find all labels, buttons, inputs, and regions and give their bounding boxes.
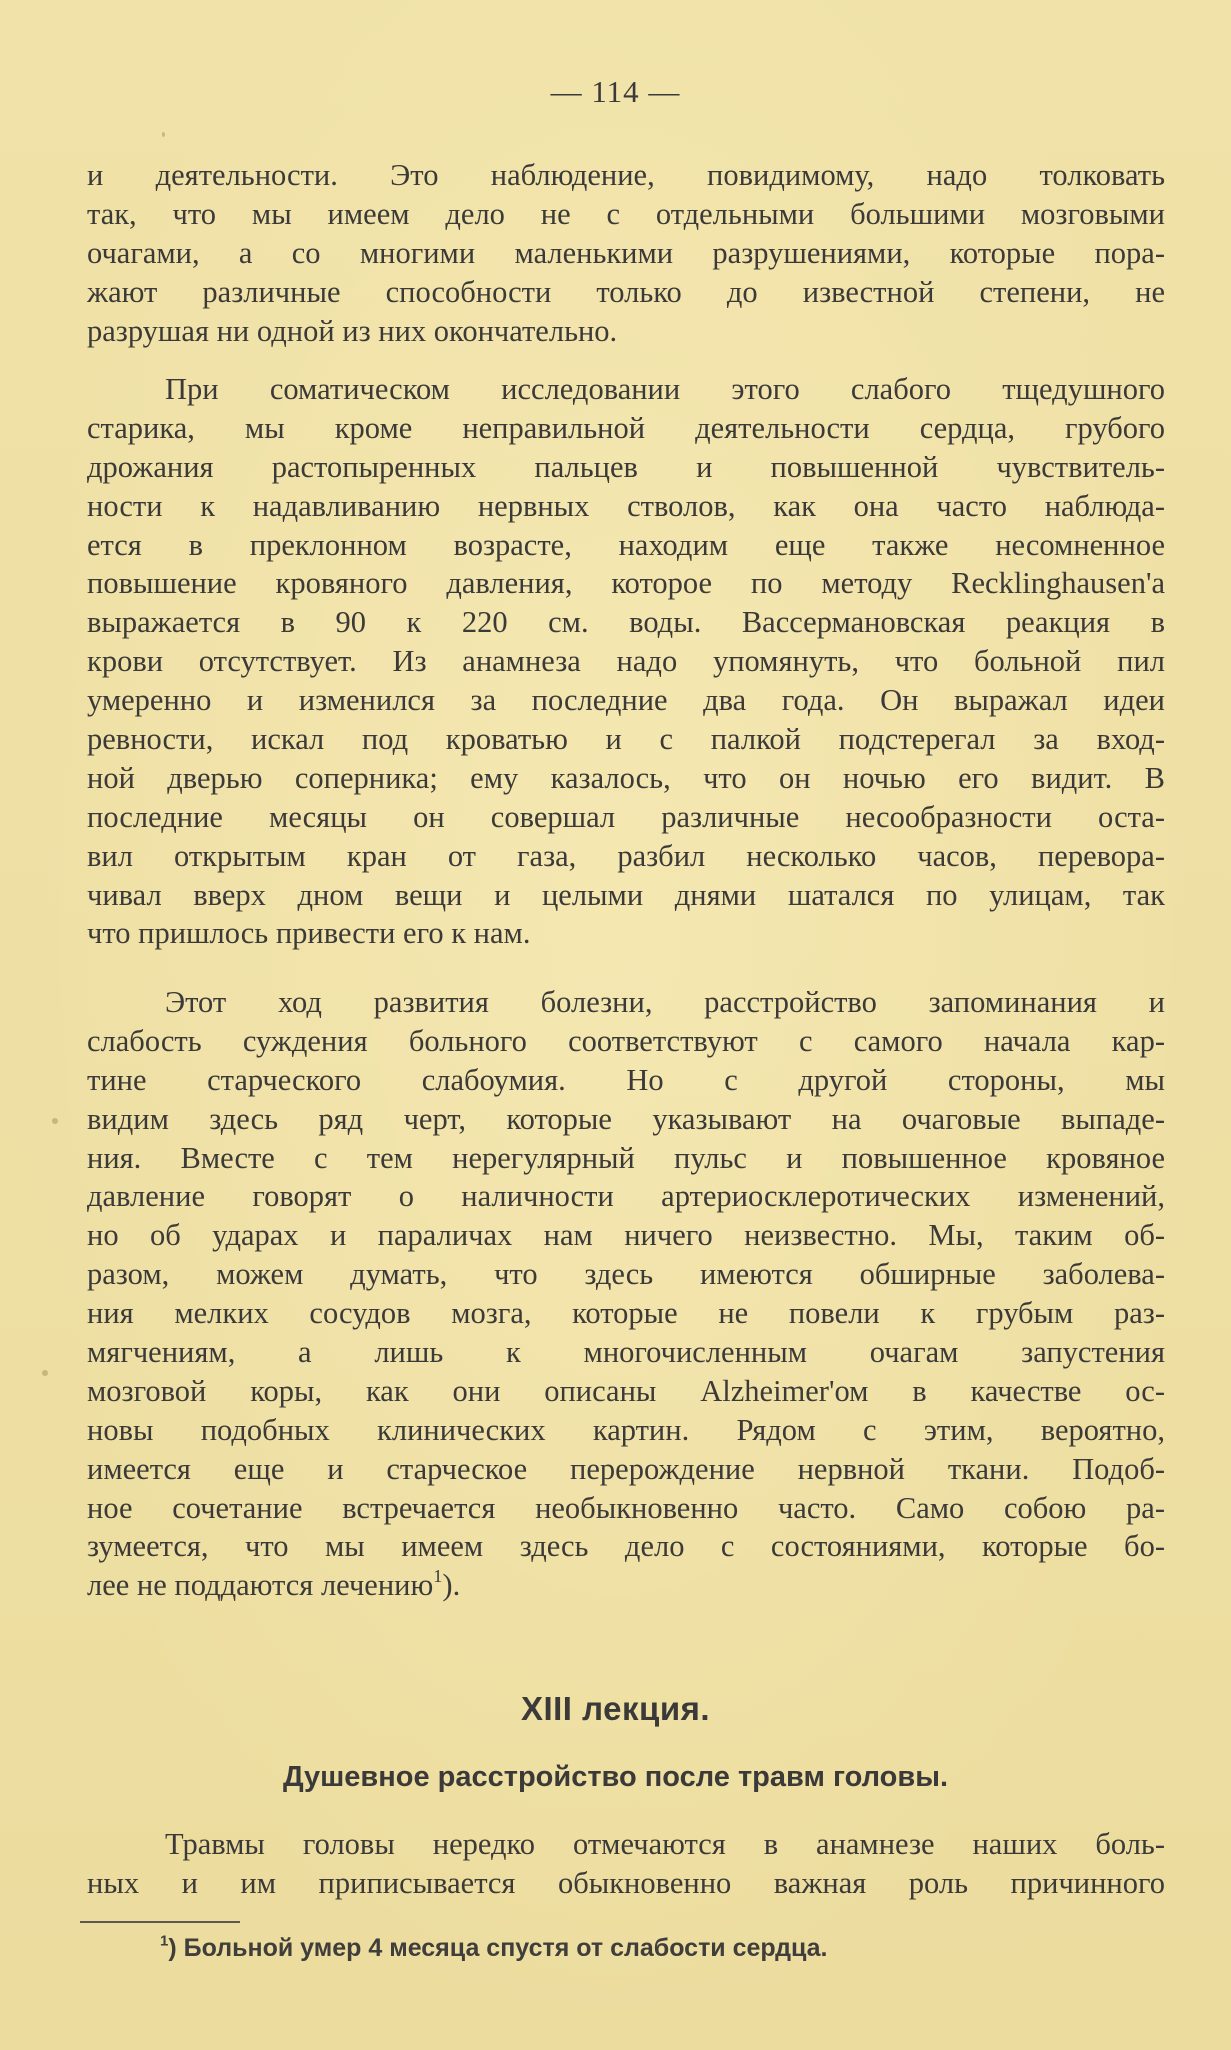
text-line: последние месяцы он совершал различные несообразности оста- [87, 799, 1165, 834]
text-line: ное сочетание встречается необыкновенно часто. Само собою ра- [87, 1490, 1165, 1525]
text-line: ния мелких сосудов мозга, которые не повели к грубым раз- [87, 1296, 1165, 1331]
text-line: что пришлось привести его к нам. [87, 916, 531, 951]
footnote-marker: 1 [160, 1932, 169, 1950]
paper-speck [162, 132, 165, 137]
text-line: ности к надавливанию нервных стволов, как она часто наблюда- [87, 488, 1165, 523]
footnote-reference: 1 [433, 1566, 443, 1587]
text-line: так, что мы имеем дело не с отдельными большими мозговыми [87, 196, 1165, 231]
text-line: тине старческого слабоумия. Но с другой стороны, мы [87, 1062, 1165, 1097]
text-line: дрожания растопыренных пальцев и повышенной чувствитель- [87, 449, 1165, 484]
paper-speck [52, 1118, 58, 1124]
text-line: вил открытым кран от газа, разбил несколько часов, перевора- [87, 838, 1165, 873]
text-line: ных и им приписывается обыкновенно важная роль причинного [87, 1865, 1165, 1900]
text-line: очагами, а со многими маленькими разрушениями, которые пора- [87, 235, 1165, 270]
text-line: ной дверью соперника; ему казалось, что он ночью его видит. В [87, 760, 1165, 795]
paper-speck [42, 1370, 48, 1376]
text-fragment: лее не поддаются лечению [87, 1568, 434, 1603]
paragraph-2 [87, 370, 1165, 953]
text-line: умеренно и изменился за последние два года. Он выражал идеи [87, 683, 1165, 718]
lecture-subtitle: Душевное расстройство после травм головы. [282, 1761, 949, 1793]
text-line: ния. Вместе с тем нерегулярный пульс и повышенное кровяное [87, 1140, 1165, 1175]
text-fragment: ). [442, 1568, 461, 1603]
footnote-divider [80, 1921, 240, 1923]
text-line: и деятельности. Это наблюдение, повидимому, надо толковать [87, 158, 1165, 192]
text-line-with-footnote [87, 1566, 1165, 1605]
text-line: выражается в 90 к 220 см. воды. Вассермановская реакция в [87, 605, 1165, 640]
text-line: жают различные способности только до известной степени, не [87, 274, 1165, 309]
paragraph-1 [87, 156, 1165, 350]
text-line: зумеется, что мы имеем здесь дело с состояниями, которые бо- [87, 1529, 1165, 1564]
page-number: — 114 — [550, 74, 681, 109]
text-line: ется в преклонном возрасте, находим еще также несомненное [87, 527, 1165, 562]
text-line: разом, можем думать, что здесь имеются обширные заболева- [87, 1257, 1165, 1292]
text-line: мягчениям, а лишь к многочисленным очагам запустения [87, 1335, 1165, 1370]
text-line: новы подобных клинических картин. Рядом с этим, вероятно, [87, 1412, 1165, 1447]
paragraph-4 [87, 1825, 1165, 1903]
text-line: видим здесь ряд черт, которые указывают на очаговые выпаде- [87, 1101, 1165, 1136]
footnote [160, 1934, 827, 1963]
text-line: Травмы головы нередко отмечаются в анамнезе наших боль- [165, 1827, 1165, 1861]
footnote-text: ) Больной умер 4 месяца спустя от слабости сердца. [168, 1934, 828, 1962]
text-line: разрушая ни одной из них окончательно. [87, 313, 618, 348]
text-line: чивал вверх дном вещи и целыми днями шатался по улицам, так [87, 877, 1165, 912]
text-line: слабость суждения больного соответствуют с самого начала кар- [87, 1023, 1165, 1058]
text-line: ревности, искал под кроватью и с палкой подстерегал за вход- [87, 722, 1165, 757]
text-line: но об ударах и параличах нам ничего неизвестно. Мы, таким об- [87, 1218, 1165, 1253]
text-line: Этот ход развития болезни, расстройство запоминания и [165, 985, 1165, 1019]
paragraph-3 [87, 983, 1165, 1605]
lecture-title: XIII лекция. [520, 1690, 711, 1727]
text-line: старика, мы кроме неправильной деятельности сердца, грубого [87, 410, 1165, 445]
text-line: При соматическом исследовании этого слабого тщедушного [165, 372, 1165, 406]
text-line: повышение кровяного давления, которое по методу Recklinghausen'a [87, 566, 1165, 601]
text-line: мозговой коры, как они описаны Alzheimer'ом в качестве ос- [87, 1373, 1165, 1408]
text-line: имеется еще и старческое перерождение нервной ткани. Подоб- [87, 1451, 1165, 1486]
text-line: давление говорят о наличности артериосклеротических изменений, [87, 1179, 1165, 1214]
text-line: крови отсутствует. Из анамнеза надо упомянуть, что больной пил [87, 644, 1165, 679]
